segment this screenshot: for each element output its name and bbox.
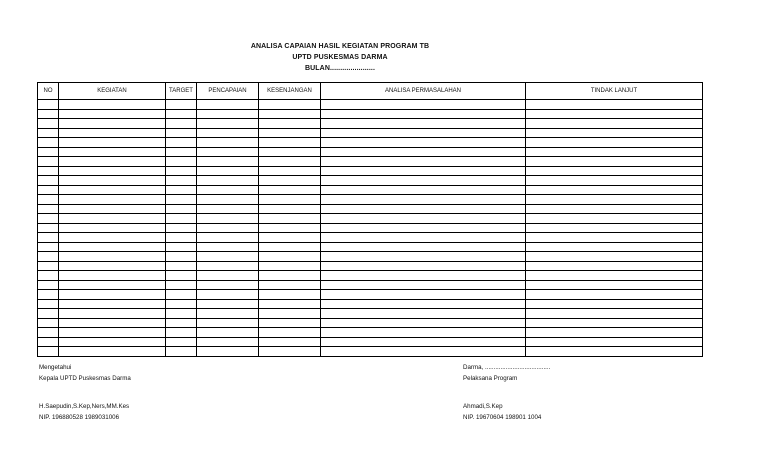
table-cell [321,233,526,243]
table-cell [197,223,259,233]
table-row [38,299,703,309]
table-cell [526,138,703,148]
table-cell [166,261,197,271]
table-cell [321,166,526,176]
table-cell [321,176,526,186]
table-cell [59,109,166,119]
table-cell [526,223,703,233]
table-cell [197,271,259,281]
table-cell [166,100,197,110]
table-cell [321,299,526,309]
table-cell [526,299,703,309]
table-cell [321,138,526,148]
table-cell [197,157,259,167]
table-cell [259,100,321,110]
table-cell [321,195,526,205]
table-cell [259,119,321,129]
table-cell [526,176,703,186]
table-row [38,271,703,281]
document-title: ANALISA CAPAIAN HASIL KEGIATAN PROGRAM TB [250,43,430,50]
table-cell [197,138,259,148]
table-cell [166,138,197,148]
table-row [38,119,703,129]
table-cell [59,252,166,262]
table-cell [259,204,321,214]
table-row [38,290,703,300]
table-cell [526,252,703,262]
table-cell [259,271,321,281]
table-cell [166,252,197,262]
table-cell [59,337,166,347]
column-header-tindak-lanjut: TINDAK LANJUT [526,83,703,100]
table-cell [197,309,259,319]
table-cell [526,347,703,357]
table-cell [526,100,703,110]
signature-left [39,362,131,423]
table-cell [526,242,703,252]
table-cell [321,128,526,138]
table-cell [166,119,197,129]
table-cell [166,204,197,214]
table-cell [197,347,259,357]
table-cell [38,337,59,347]
table-cell [38,299,59,309]
table-row [38,100,703,110]
table-cell [38,138,59,148]
table-cell [259,109,321,119]
table-row [38,261,703,271]
table-cell [526,147,703,157]
table-row [38,157,703,167]
table-cell [38,185,59,195]
table-row [38,280,703,290]
table-cell [166,109,197,119]
table-cell [197,128,259,138]
table-cell [197,214,259,224]
table-cell [166,299,197,309]
table-cell [259,138,321,148]
table-row [38,185,703,195]
table-cell [59,166,166,176]
table-cell [59,347,166,357]
table-cell [197,290,259,300]
table-cell [59,290,166,300]
table-cell [38,128,59,138]
table-cell [259,280,321,290]
table-cell [38,109,59,119]
table-cell [321,147,526,157]
table-cell [59,185,166,195]
table-cell [259,214,321,224]
column-header-kegiatan: KEGIATAN [59,83,166,100]
table-cell [197,147,259,157]
table-cell [59,318,166,328]
table-cell [59,138,166,148]
table-cell [59,223,166,233]
table-cell [59,299,166,309]
table-cell [259,347,321,357]
table-cell [38,261,59,271]
signature-right-nip: NIP. 19670604 198901 1004 [463,414,542,421]
table-cell [526,214,703,224]
table-cell [259,261,321,271]
column-header-analisa: ANALISA PERMASALAHAN [321,83,526,100]
table-cell [197,119,259,129]
table-row [38,223,703,233]
table-cell [166,280,197,290]
table-cell [526,280,703,290]
table-cell [38,100,59,110]
signature-right-position: Pelaksana Program [463,375,518,382]
table-cell [38,176,59,186]
table-cell [38,223,59,233]
table-cell [166,290,197,300]
document-header [0,41,680,74]
table-cell [526,185,703,195]
table-cell [526,157,703,167]
table-cell [38,290,59,300]
table-row [38,242,703,252]
table-cell [59,271,166,281]
table-cell [59,128,166,138]
table-cell [197,328,259,338]
table-cell [526,109,703,119]
table-row [38,233,703,243]
table-cell [38,195,59,205]
table-cell [197,233,259,243]
table-cell [166,271,197,281]
table-cell [197,242,259,252]
table-cell [197,100,259,110]
table-row [38,128,703,138]
table-cell [166,347,197,357]
table-cell [197,337,259,347]
table-cell [259,147,321,157]
table-cell [166,328,197,338]
table-cell [38,347,59,357]
table-cell [259,299,321,309]
table-cell [259,176,321,186]
table-cell [321,242,526,252]
table-cell [259,195,321,205]
table-cell [38,157,59,167]
table-row [38,195,703,205]
table-cell [38,233,59,243]
table-cell [59,204,166,214]
table-cell [166,214,197,224]
table-cell [197,204,259,214]
signature-right-name: Ahmadi,S.Kep [463,403,503,410]
table-cell [321,214,526,224]
table-row [38,328,703,338]
table-cell [197,109,259,119]
table-cell [259,233,321,243]
table-cell [197,280,259,290]
table-cell [38,242,59,252]
signature-left-position: Kepala UPTD Puskesmas Darma [39,375,131,382]
table-cell [321,280,526,290]
table-row [38,138,703,148]
table-cell [166,147,197,157]
table-cell [321,318,526,328]
table-cell [59,195,166,205]
table-cell [321,328,526,338]
table-cell [259,318,321,328]
table-cell [321,347,526,357]
month-field: BULAN...................... [305,65,375,72]
column-header-target: TARGET [166,83,197,100]
table-row [38,214,703,224]
signature-right [463,362,550,423]
table-cell [526,271,703,281]
table-cell [166,337,197,347]
table-cell [321,290,526,300]
table-cell [166,242,197,252]
table-cell [38,318,59,328]
table-cell [166,223,197,233]
table-cell [197,176,259,186]
table-cell [38,252,59,262]
signature-left-name: H.Saepudin,S.Kep,Ners,MM.Kes [39,403,130,410]
table-cell [38,280,59,290]
table-cell [526,128,703,138]
table-cell [259,242,321,252]
table-cell [259,309,321,319]
table-cell [166,233,197,243]
table-cell [259,252,321,262]
table-cell [59,147,166,157]
table-cell [59,261,166,271]
table-cell [321,157,526,167]
table-cell [259,290,321,300]
table-cell [526,309,703,319]
table-cell [59,233,166,243]
table-row [38,176,703,186]
table-cell [526,290,703,300]
table-cell [38,271,59,281]
table-cell [321,109,526,119]
table-cell [38,204,59,214]
table-cell [166,176,197,186]
table-row [38,147,703,157]
column-header-kesenjangan: KESENJANGAN [259,83,321,100]
table-cell [321,204,526,214]
table-cell [166,157,197,167]
table-cell [321,309,526,319]
table-header-row [38,83,703,100]
table-cell [526,166,703,176]
table-row [38,204,703,214]
table-cell [526,119,703,129]
table-cell [526,204,703,214]
table-cell [197,261,259,271]
table-cell [259,223,321,233]
table-row [38,309,703,319]
table-row [38,337,703,347]
table-cell [259,337,321,347]
table-cell [38,214,59,224]
table-cell [166,318,197,328]
signature-left-acknowledge: Mengetahui [39,364,72,371]
table-cell [321,223,526,233]
table-row [38,252,703,262]
table-cell [259,185,321,195]
column-header-no: NO [38,83,59,100]
table-cell [38,328,59,338]
table-cell [59,157,166,167]
table-cell [259,166,321,176]
analysis-table [37,82,703,357]
table-cell [526,261,703,271]
table-row [38,347,703,357]
table-cell [38,119,59,129]
table-cell [197,252,259,262]
table-cell [166,185,197,195]
table-cell [59,176,166,186]
table-cell [197,185,259,195]
table-cell [321,337,526,347]
table-cell [197,299,259,309]
table-row [38,166,703,176]
table-cell [259,157,321,167]
table-cell [197,166,259,176]
table-cell [59,280,166,290]
table-cell [166,195,197,205]
table-cell [321,271,526,281]
table-cell [321,252,526,262]
signature-left-nip: NIP. 196880528 1989031006 [39,414,120,421]
table-cell [321,185,526,195]
table-cell [59,214,166,224]
table-cell [526,195,703,205]
table-cell [59,100,166,110]
table-cell [59,119,166,129]
institution-name: UPTD PUSKESMAS DARMA [292,54,388,61]
table-cell [526,337,703,347]
table-cell [259,328,321,338]
table-cell [38,166,59,176]
table-row [38,318,703,328]
table-cell [59,309,166,319]
table-cell [38,147,59,157]
table-cell [166,166,197,176]
table-cell [59,328,166,338]
table-body [38,100,703,357]
table-cell [166,128,197,138]
table-cell [526,233,703,243]
table-cell [321,100,526,110]
table-cell [526,318,703,328]
table-cell [321,119,526,129]
table-cell [197,195,259,205]
table-cell [166,309,197,319]
signature-right-place-date: Darma, ...................................... [463,364,551,371]
table-cell [526,328,703,338]
table-cell [38,309,59,319]
table-cell [197,318,259,328]
table-row [38,109,703,119]
table-cell [259,128,321,138]
column-header-pencapaian: PENCAPAIAN [197,83,259,100]
table-cell [59,242,166,252]
table-cell [321,261,526,271]
